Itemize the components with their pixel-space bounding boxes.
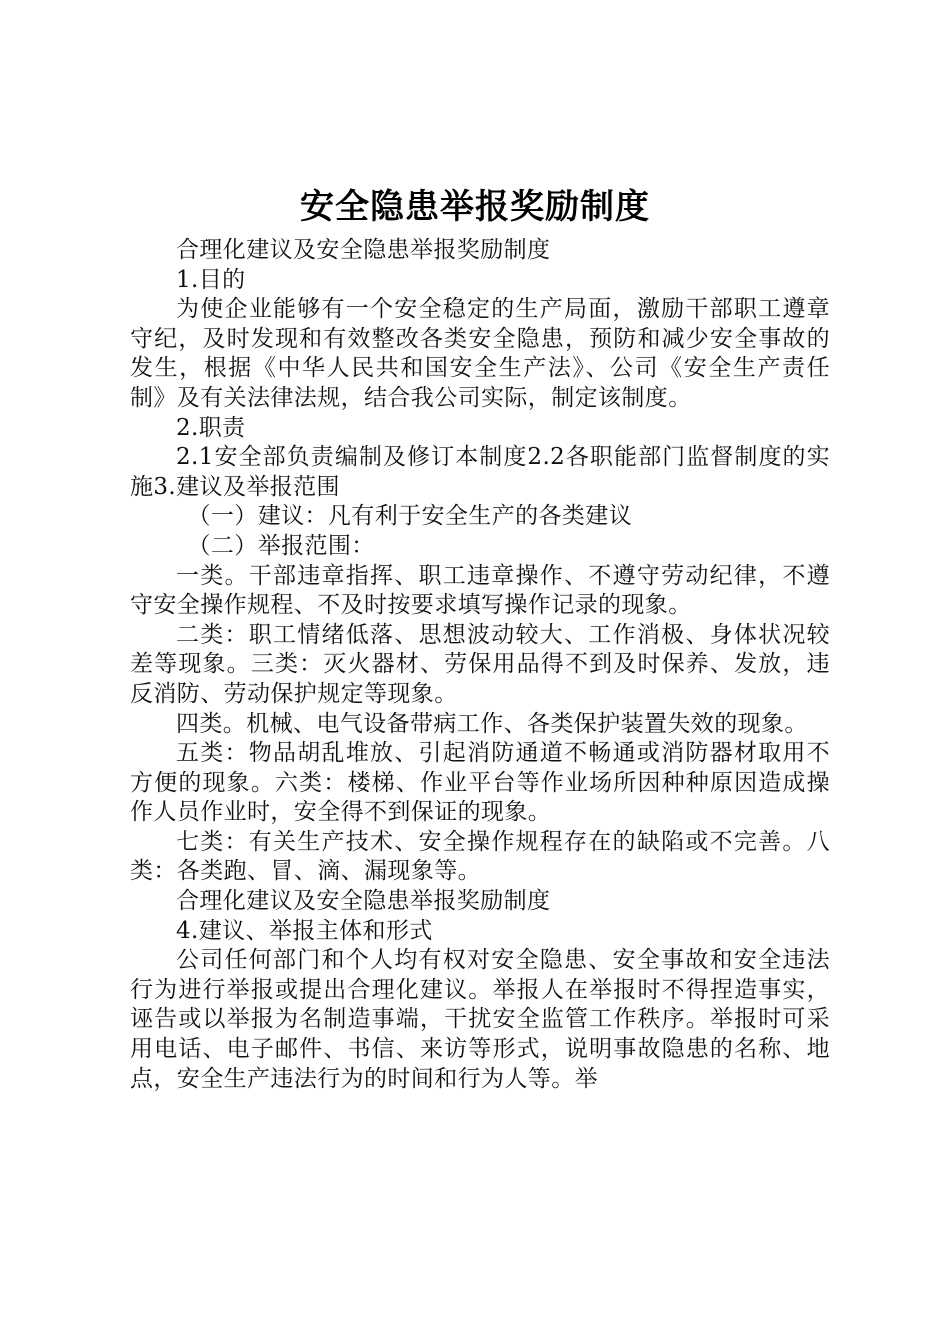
paragraph-section-subjects: 4.建议、举报主体和形式 xyxy=(176,917,433,944)
paragraph-section-purpose: 1.目的 xyxy=(176,266,246,293)
document-title: 安全隐患举报奖励制度 xyxy=(300,187,650,227)
paragraph-section-duties: 2.职责 xyxy=(176,414,246,441)
paragraph-report-scope: （二）举报范围： xyxy=(187,532,375,559)
paragraph-purpose-text: 为使企业能够有一个安全稳定的生产局面，激励干部职工遵章守纪，及时发现和有效整改各类安全隐患，预防和减少安全事故的发生，根据《中华人民共和国安全生产法》、公司《安全生产责任制》及有关法律法规，结合我公司实际，制定该制度。 xyxy=(130,296,830,411)
paragraph-duties-text: 2.1安全部负责编制及修订本制度2.2各职能部门监督制度的实施3.建议及举报范围 xyxy=(130,444,830,500)
paragraph-category-one: 一类。干部违章指挥、职工违章操作、不遵守劳动纪律，不遵守安全操作规程、不及时按要求填写操作记录的现象。 xyxy=(130,562,830,619)
paragraph-category-four: 四类。机械、电气设备带病工作、各类保护装置失效的现象。 xyxy=(176,710,808,737)
paragraph-suggestion: （一）建议：凡有利于安全生产的各类建议 xyxy=(187,503,633,530)
paragraph-category-two-three: 二类：职工情绪低落、思想波动较大、工作消极、身体状况较差等现象。三类：灭火器材、劳保用品得不到及时保养、发放，违反消防、劳动保护规定等现象。 xyxy=(130,621,830,707)
document-body xyxy=(130,236,830,1094)
paragraph-subjects-text: 公司任何部门和个人均有权对安全隐患、安全事故和安全违法行为进行举报或提出合理化建议。举报人在举报时不得捏造事实，诬告或以举报为名制造事端，干扰安全监管工作秩序。举报时可采用电话、电子邮件、书信、来访等形式，说明事故隐患的名称、地点，安全生产违法行为的时间和行为人等。举 xyxy=(130,947,830,1092)
paragraph-category-seven-eight: 七类：有关生产技术、安全操作规程存在的缺陷或不完善。八类：各类跑、冒、滴、漏现象等。 xyxy=(130,828,830,885)
paragraph-category-five-six: 五类：物品胡乱堆放、引起消防通道不畅通或消防器材取用不方便的现象。六类：楼梯、作业平台等作业场所因种种原因造成操作人员作业时，安全得不到保证的现象。 xyxy=(130,740,830,826)
paragraph-subtitle: 合理化建议及安全隐患举报奖励制度 xyxy=(176,237,551,263)
paragraph-subtitle-repeat: 合理化建议及安全隐患举报奖励制度 xyxy=(176,888,551,915)
